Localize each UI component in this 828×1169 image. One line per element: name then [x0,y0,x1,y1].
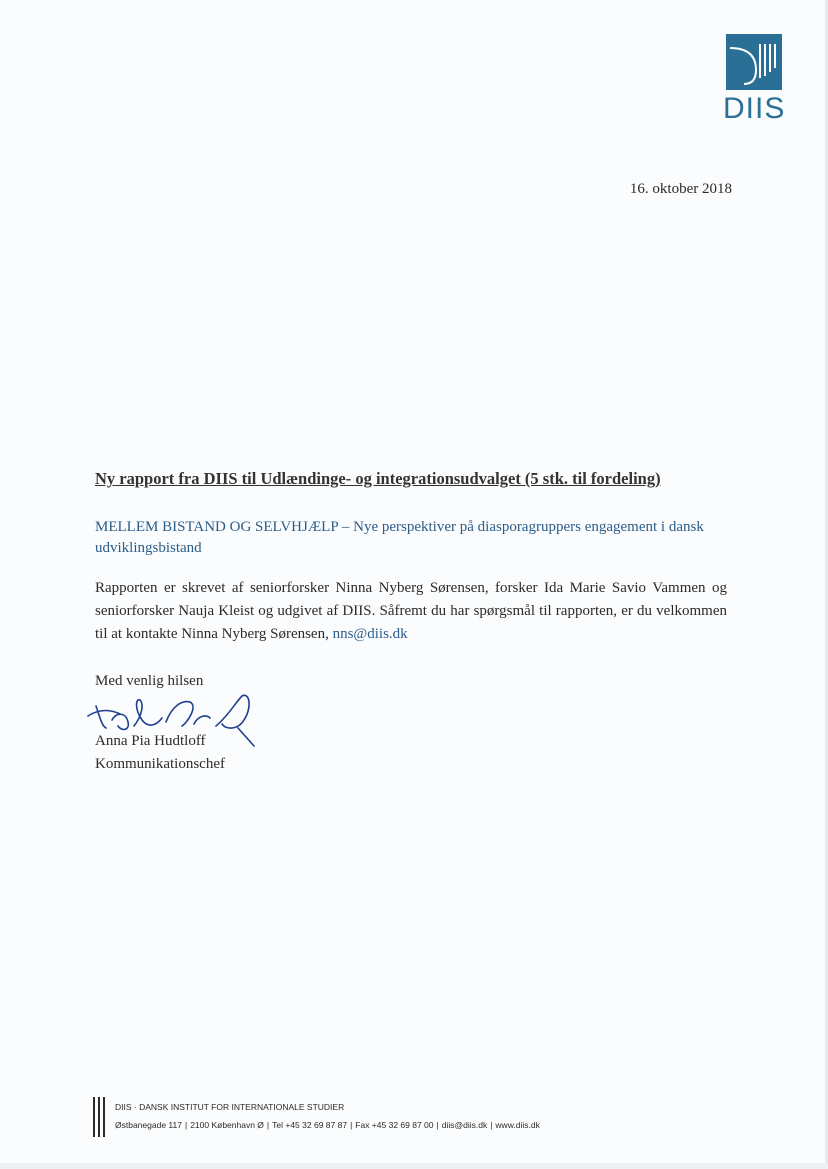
footer-bars-icon [93,1097,109,1137]
footer-org: DIIS · DANSK INSTITUT FOR INTERNATIONALE STUDIER [115,1102,345,1112]
footer-text [115,1102,540,1131]
contact-email-link[interactable]: nns@diis.dk [332,626,408,642]
footer-email[interactable]: diis@diis.dk [441,1120,488,1130]
footer-address: Østbanegade 117 [115,1120,182,1130]
report-title: MELLEM BISTAND OG SELVHJÆLP – Nye perspektiver på diasporagruppers engagement i dansk udviklingsbistand [95,519,704,556]
body-paragraph [95,577,727,646]
footer-separator: | [490,1120,493,1130]
logo-wordmark: DIIS [723,92,786,125]
signer-name: Anna Pia Hudtloff [95,733,206,749]
scan-edge [0,1163,828,1169]
footer-city: 2100 København Ø [190,1120,264,1130]
closing-greeting: Med venlig hilsen [95,673,204,689]
footer-separator: | [436,1120,439,1130]
footer-web[interactable]: www.diis.dk [495,1120,540,1130]
footer-separator: | [266,1120,270,1130]
footer-fax: Fax +45 32 69 87 00 [355,1120,434,1130]
footer-tel: Tel +45 32 69 87 87 [272,1120,348,1130]
signer-title: Kommunikationschef [95,756,225,772]
diis-logo [723,34,785,126]
letter-heading: Ny rapport fra DIIS til Udlændinge- og integrationsudvalget (5 stk. til fordeling) [95,469,661,488]
footer-separator: | [350,1120,353,1130]
body-text: Rapporten er skrevet af seniorforsker Ninna Nyberg Sørensen, forsker Ida Marie Savio Vammen og seniorforsker Nauja Kleist og udgivet af DIIS. Såfremt du har spørgsmål til rapporten, er du velkommen til at kontakte Ninna Nyberg Sørensen, [95,580,727,642]
letter-date: 16. oktober 2018 [629,181,732,197]
diis-logo-mark-icon [726,34,782,90]
footer-contact [115,1119,540,1131]
footer-separator: | [184,1120,188,1130]
